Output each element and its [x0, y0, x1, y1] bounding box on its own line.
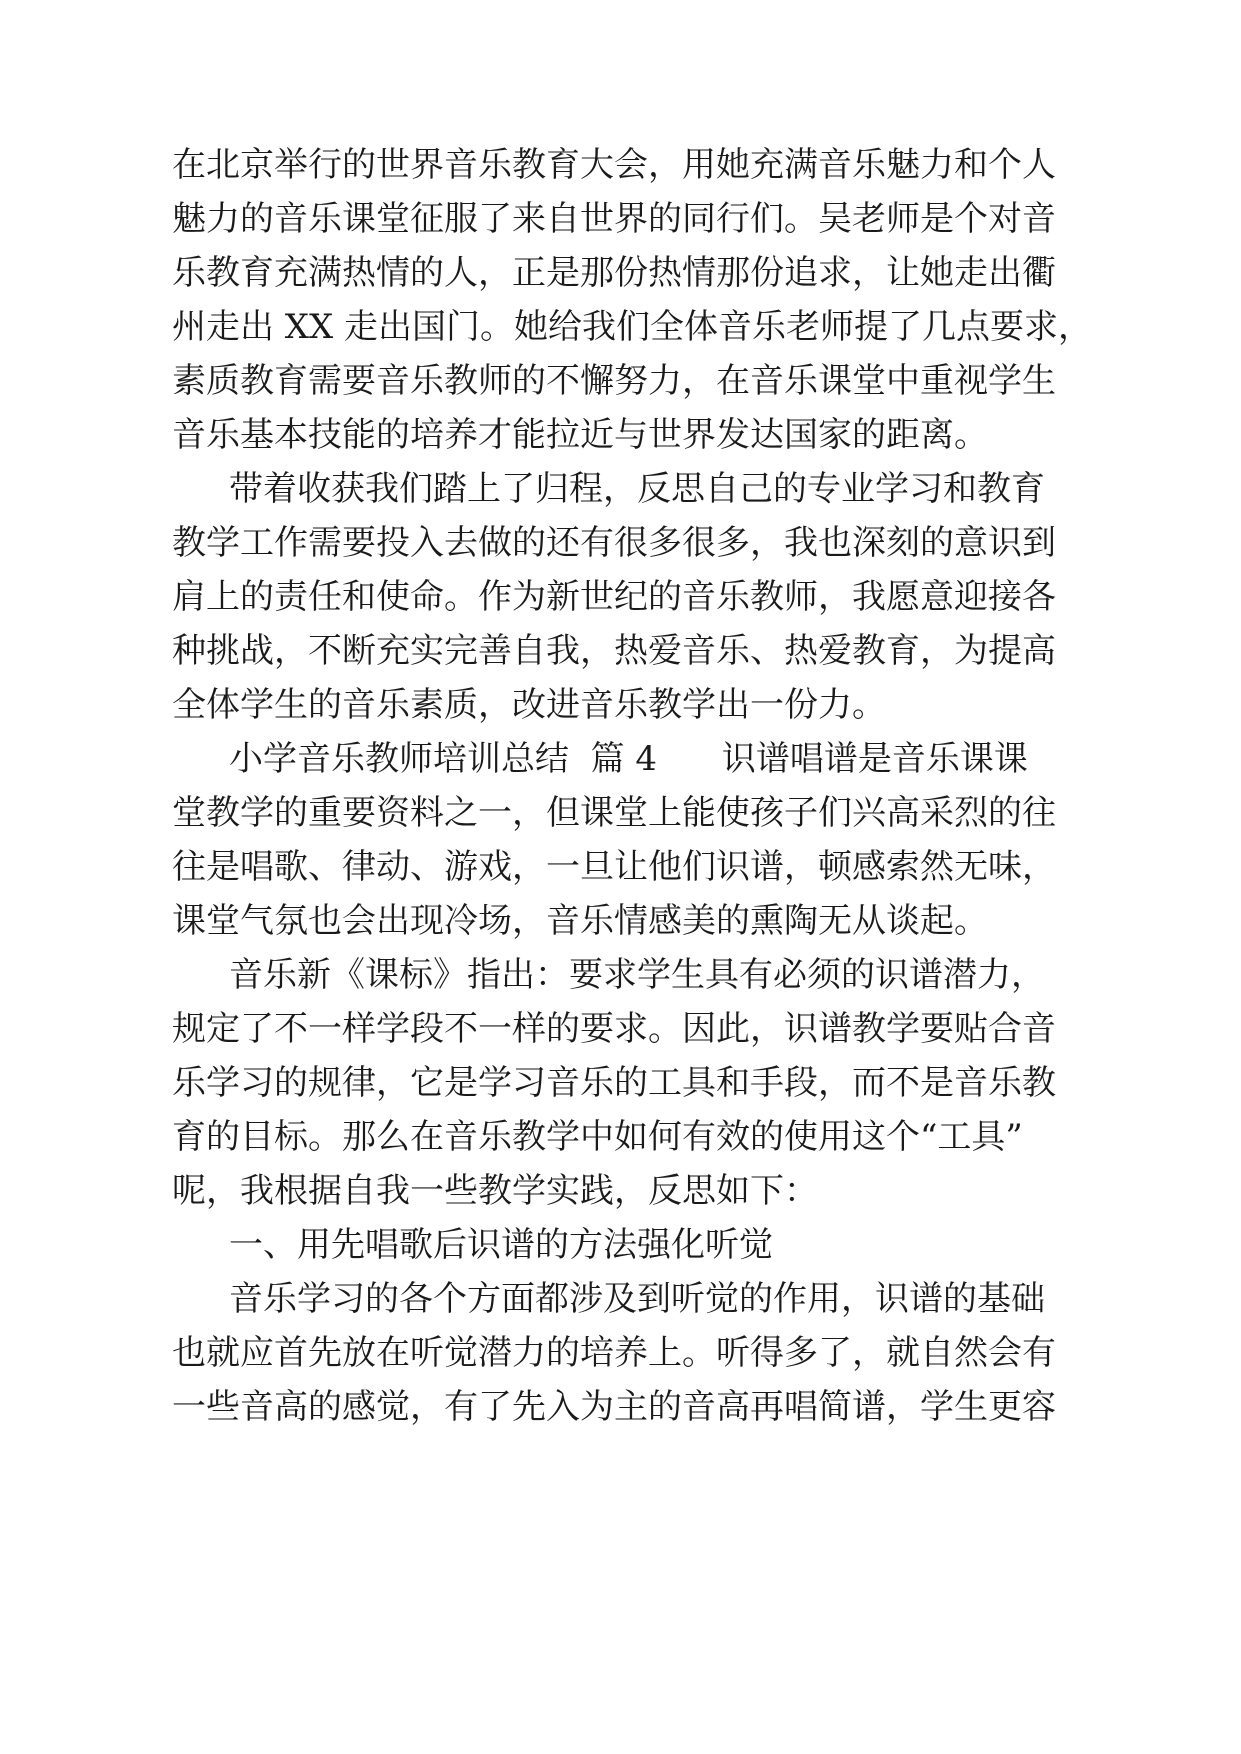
text-line: 音乐学习的各个方面都涉及到听觉的作用，识谱的基础 [229, 1279, 1045, 1319]
text-line: 音乐基本技能的培养才能拉近与世界发达国家的距离。 [172, 415, 988, 455]
text-line: 带着收获我们踏上了归程，反思自己的专业学习和教育 [229, 469, 1045, 509]
text-line: 肩上的责任和使命。作为新世纪的音乐教师，我愿意迎接各 [172, 577, 1056, 617]
text-line: 一些音高的感觉，有了先入为主的音高再唱简谱，学生更容 [172, 1387, 1056, 1427]
text-line: 往是唱歌、律动、游戏，一旦让他们识谱，顿感索然无味， [172, 847, 1056, 887]
text-line: 教学工作需要投入去做的还有很多很多，我也深刻的意识到 [172, 523, 1056, 563]
text-line: 州走出 XX 走出国门。她给我们全体音乐老师提了几点要求， [172, 307, 1093, 347]
text-line: 呢，我根据自我一些教学实践，反思如下： [172, 1171, 818, 1211]
text-line: 音乐新《课标》指出：要求学生具有必须的识谱潜力， [229, 955, 1045, 995]
text-line: 魅力的音乐课堂征服了来自世界的同行们。吴老师是个对音 [172, 199, 1056, 239]
text-line: 乐学习的规律，它是学习音乐的工具和手段，而不是音乐教 [172, 1063, 1056, 1103]
text-line: 堂教学的重要资料之一，但课堂上能使孩子们兴高采烈的往 [172, 793, 1056, 833]
text-line: 在北京举行的世界音乐教育大会，用她充满音乐魅力和个人 [172, 145, 1056, 185]
text-line: 乐教育充满热情的人，正是那份热情那份追求，让她走出衢 [172, 253, 1056, 293]
text-line: 也就应首先放在听觉潜力的培养上。听得多了，就自然会有 [172, 1333, 1056, 1373]
text-line: 育的目标。那么在音乐教学中如何有效的使用这个“工具” [172, 1117, 1023, 1157]
text-line: 一、用先唱歌后识谱的方法强化听觉 [229, 1225, 773, 1265]
text-line: 种挑战，不断充实完善自我，热爱音乐、热爱教育，为提高 [172, 631, 1056, 671]
text-line: 小学音乐教师培训总结 篇 4 识谱唱谱是音乐课课 [229, 739, 1028, 779]
text-line: 规定了不一样学段不一样的要求。因此，识谱教学要贴合音 [172, 1009, 1056, 1049]
text-line: 全体学生的音乐素质，改进音乐教学出一份力。 [172, 685, 886, 725]
text-line: 素质教育需要音乐教师的不懈努力，在音乐课堂中重视学生 [172, 361, 1056, 401]
text-line: 课堂气氛也会出现冷场，音乐情感美的熏陶无从谈起。 [172, 901, 988, 941]
